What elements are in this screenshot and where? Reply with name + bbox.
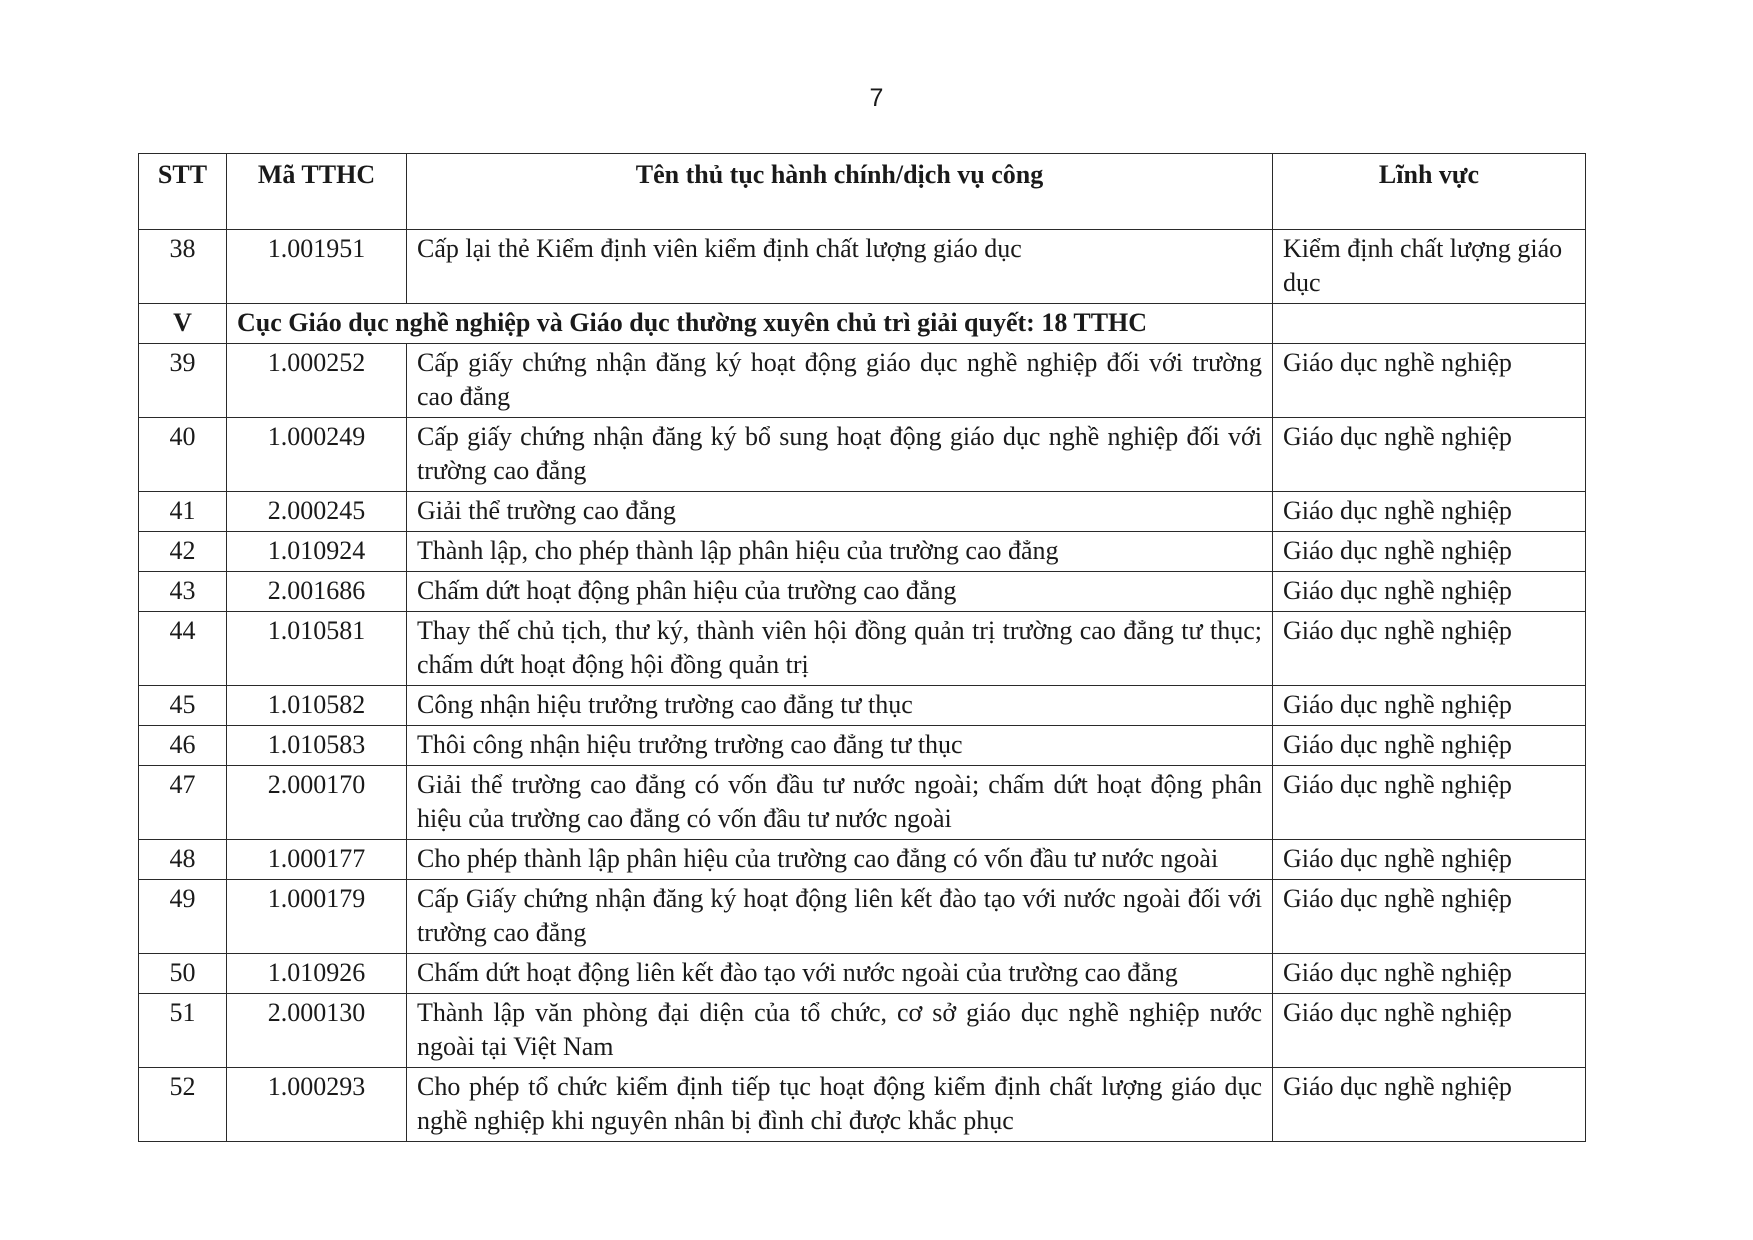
row-stt: 52 — [139, 1068, 227, 1142]
row-stt: 51 — [139, 994, 227, 1068]
row-name: Chấm dứt hoạt động liên kết đào tạo với nước ngoài của trường cao đẳng — [407, 954, 1273, 994]
header-stt: STT — [139, 154, 227, 230]
row-stt: 45 — [139, 686, 227, 726]
row-stt: 44 — [139, 612, 227, 686]
row-field: Giáo dục nghề nghiệp — [1273, 572, 1586, 612]
row-field: Giáo dục nghề nghiệp — [1273, 492, 1586, 532]
table-row — [139, 1068, 1586, 1142]
row-stt: 38 — [139, 230, 227, 304]
row-field: Giáo dục nghề nghiệp — [1273, 726, 1586, 766]
row-stt: 40 — [139, 418, 227, 492]
row-name: Thôi công nhận hiệu trưởng trường cao đẳng tư thục — [407, 726, 1273, 766]
row-stt: 49 — [139, 880, 227, 954]
row-code: 1.010581 — [227, 612, 407, 686]
row-name: Thay thế chủ tịch, thư ký, thành viên hội đồng quản trị trường cao đẳng tư thục; chấm dứt hoạt động hội đồng quản trị — [407, 612, 1273, 686]
row-stt: 47 — [139, 766, 227, 840]
row-name: Thành lập, cho phép thành lập phân hiệu của trường cao đẳng — [407, 532, 1273, 572]
row-field: Giáo dục nghề nghiệp — [1273, 418, 1586, 492]
row-stt: 48 — [139, 840, 227, 880]
row-name: Cấp giấy chứng nhận đăng ký bổ sung hoạt động giáo dục nghề nghiệp đối với trường cao đẳng — [407, 418, 1273, 492]
row-field: Giáo dục nghề nghiệp — [1273, 880, 1586, 954]
row-name: Cấp lại thẻ Kiểm định viên kiểm định chất lượng giáo dục — [407, 230, 1273, 304]
row-code: 1.010583 — [227, 726, 407, 766]
row-field: Giáo dục nghề nghiệp — [1273, 840, 1586, 880]
table-row — [139, 612, 1586, 686]
table-row — [139, 572, 1586, 612]
row-field: Giáo dục nghề nghiệp — [1273, 954, 1586, 994]
row-name: Cấp giấy chứng nhận đăng ký hoạt động giáo dục nghề nghiệp đối với trường cao đẳng — [407, 344, 1273, 418]
row-field: Giáo dục nghề nghiệp — [1273, 612, 1586, 686]
row-field: Giáo dục nghề nghiệp — [1273, 766, 1586, 840]
row-code: 2.000130 — [227, 994, 407, 1068]
page-number: 7 — [869, 84, 884, 112]
header-code: Mã TTHC — [227, 154, 407, 230]
table-row — [139, 954, 1586, 994]
table-row — [139, 344, 1586, 418]
table-row — [139, 766, 1586, 840]
table-row — [139, 726, 1586, 766]
header-name: Tên thủ tục hành chính/dịch vụ công — [407, 154, 1273, 230]
row-name: Thành lập văn phòng đại diện của tổ chức, cơ sở giáo dục nghề nghiệp nước ngoài tại Việt Nam — [407, 994, 1273, 1068]
row-code: 1.010926 — [227, 954, 407, 994]
section-row — [139, 304, 1586, 344]
row-stt: 42 — [139, 532, 227, 572]
table-header-row — [139, 154, 1586, 230]
section-number: V — [139, 304, 227, 344]
section-empty-cell — [1273, 304, 1586, 344]
row-name: Cấp Giấy chứng nhận đăng ký hoạt động liên kết đào tạo với nước ngoài đối với trường cao đẳng — [407, 880, 1273, 954]
row-stt: 41 — [139, 492, 227, 532]
row-stt: 50 — [139, 954, 227, 994]
procedure-table — [138, 153, 1586, 1142]
table-row — [139, 532, 1586, 572]
header-field: Lĩnh vực — [1273, 154, 1586, 230]
row-field: Giáo dục nghề nghiệp — [1273, 344, 1586, 418]
row-code: 2.000245 — [227, 492, 407, 532]
row-code: 1.000293 — [227, 1068, 407, 1142]
table-row — [139, 994, 1586, 1068]
row-field: Giáo dục nghề nghiệp — [1273, 1068, 1586, 1142]
table-row — [139, 492, 1586, 532]
section-title: Cục Giáo dục nghề nghiệp và Giáo dục thường xuyên chủ trì giải quyết: 18 TTHC — [227, 304, 1273, 344]
row-name: Công nhận hiệu trưởng trường cao đẳng tư thục — [407, 686, 1273, 726]
row-field: Giáo dục nghề nghiệp — [1273, 686, 1586, 726]
row-stt: 46 — [139, 726, 227, 766]
row-code: 1.000177 — [227, 840, 407, 880]
table-row — [139, 686, 1586, 726]
row-field: Giáo dục nghề nghiệp — [1273, 994, 1586, 1068]
row-field: Kiểm định chất lượng giáo dục — [1273, 230, 1586, 304]
row-stt: 43 — [139, 572, 227, 612]
table-row — [139, 840, 1586, 880]
row-code: 1.000252 — [227, 344, 407, 418]
row-name: Cho phép thành lập phân hiệu của trường cao đẳng có vốn đầu tư nước ngoài — [407, 840, 1273, 880]
row-name: Giải thể trường cao đẳng có vốn đầu tư nước ngoài; chấm dứt hoạt động phân hiệu của trường cao đẳng có vốn đầu tư nước ngoài — [407, 766, 1273, 840]
table-row — [139, 230, 1586, 304]
row-code: 2.000170 — [227, 766, 407, 840]
row-name: Chấm dứt hoạt động phân hiệu của trường cao đẳng — [407, 572, 1273, 612]
row-code: 1.010582 — [227, 686, 407, 726]
table-row — [139, 880, 1586, 954]
row-name: Giải thể trường cao đẳng — [407, 492, 1273, 532]
table-row — [139, 418, 1586, 492]
row-code: 1.000179 — [227, 880, 407, 954]
row-field: Giáo dục nghề nghiệp — [1273, 532, 1586, 572]
row-stt: 39 — [139, 344, 227, 418]
row-code: 1.000249 — [227, 418, 407, 492]
row-name: Cho phép tổ chức kiểm định tiếp tục hoạt động kiểm định chất lượng giáo dục nghề nghiệp khi nguyên nhân bị đình chỉ được khắc phục — [407, 1068, 1273, 1142]
row-code: 1.010924 — [227, 532, 407, 572]
row-code: 2.001686 — [227, 572, 407, 612]
row-code: 1.001951 — [227, 230, 407, 304]
